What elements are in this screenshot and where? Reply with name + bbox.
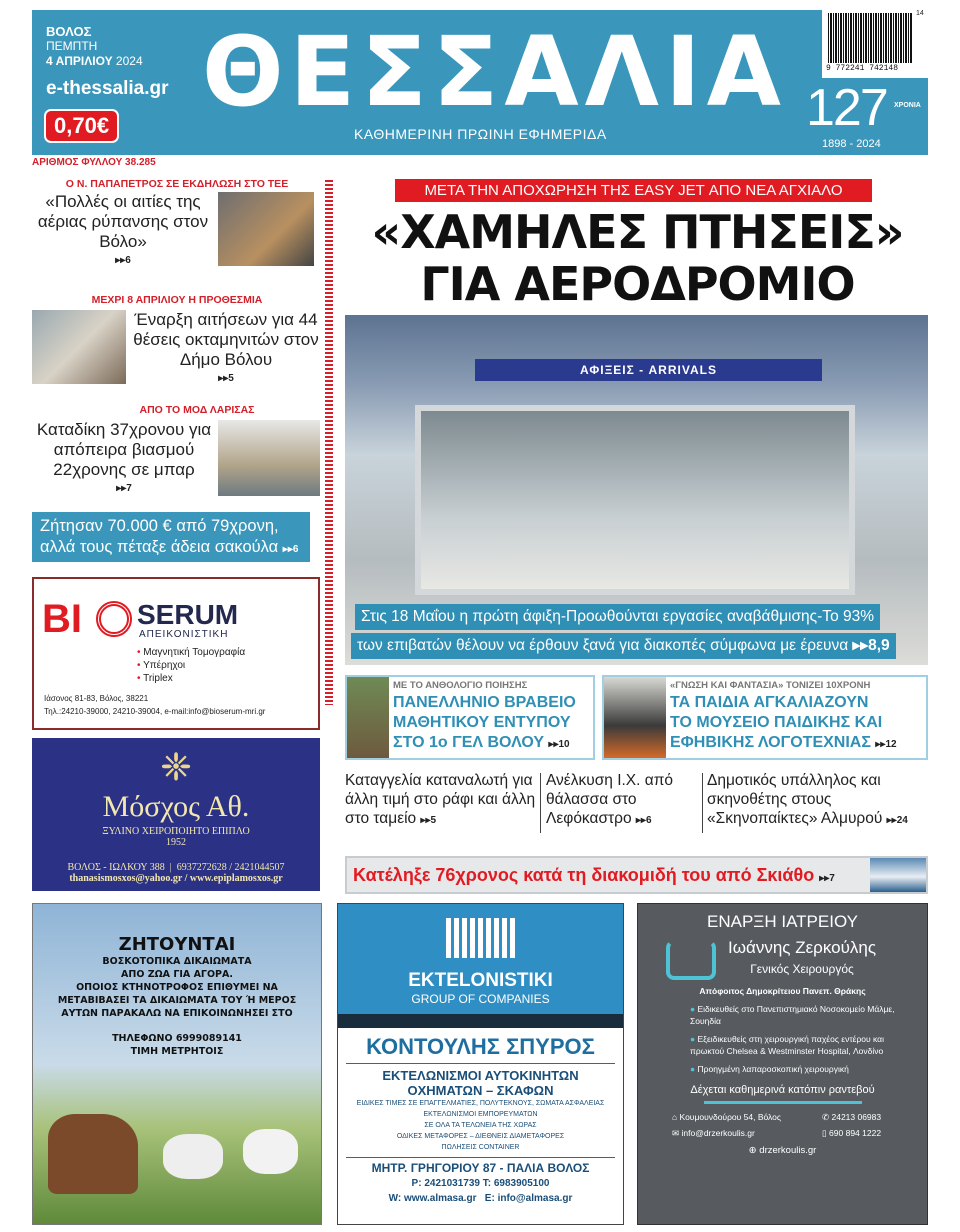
caption-line-1: Στις 18 Μαΐου η πρώτη άφιξη-Προωθούνται εργασίες αναβάθμισης-Το 93% <box>355 604 880 630</box>
story-body <box>32 192 214 266</box>
web: W: www.almasa.gr E: info@almasa.gr <box>388 1193 573 1204</box>
page-ref: ▸▸5 <box>420 815 437 826</box>
ornament-icon: ❈ <box>160 747 192 789</box>
service-item: • Μαγνητική Τομογραφία <box>137 647 246 658</box>
address: ⌂ Κουμουνδούρου 54, Βόλος <box>672 1111 782 1122</box>
story-photo <box>218 420 320 496</box>
caption-line-2: των επιβατών θέλουν να έρθουν ξανά για διακοπές σύμφωνα με έρευνα ▸▸8,9 <box>351 633 896 659</box>
detail: ΣΕ ΟΛΑ ΤΑ ΤΕΛΩΝΕΙΑ ΤΗΣ ΧΩΡΑΣ <box>424 1122 537 1129</box>
mosxos-since: 1952 <box>166 837 186 848</box>
ad-line: ΑΠΟ ΖΩΑ ΓΙΑ ΑΓΟΡΑ. <box>121 969 233 980</box>
story-text: Καταδίκη 37χρονου για απόπειρα βιασμού 22χρονης σε μπαρ <box>36 420 212 479</box>
page-ref: ▸▸24 <box>886 815 908 826</box>
detail: ΟΔΙΚΕΣ ΜΕΤΑΦΟΡΕΣ – ΔΙΕΘΝΕΙΣ ΔΙΑΜΕΤΑΦΟΡΕΣ <box>396 1133 565 1140</box>
ad-line: ΑΥΤΩΝ ΠΑΡΑΚΑΛΩ ΝΑ ΕΠΙΚΟΙΝΩΝΗΣΕΙ ΣΤΟ <box>61 1008 293 1019</box>
detail: ΠΩΛΗΣΕΙΣ CONTAINER <box>441 1144 520 1151</box>
zerkoulis-ad[interactable] <box>637 903 928 1225</box>
story-text: «Πολλές οι αιτίες της αέριας ρύπανσης στον Βόλο» <box>37 192 209 251</box>
divider <box>540 773 541 833</box>
home-icon: ⌂ <box>672 1111 680 1122</box>
grazing-rights-ad[interactable] <box>32 903 322 1225</box>
barcode-issue: 14 <box>916 10 924 17</box>
arrivals-sign: ΑΦΙΞΕΙΣ - ARRIVALS <box>475 359 822 381</box>
bullet-item: ● Προηγμένη λαπαροσκοπική χειρουργική <box>690 1064 849 1074</box>
graduate: Απόφοιτος Δημοκρίτειου Πανεπ. Θράκης <box>699 986 866 996</box>
service-item: • Υπέρηχοι <box>137 660 186 671</box>
price-badge: 0,70€ <box>44 109 119 143</box>
left-story-3[interactable] <box>32 404 322 510</box>
phones: P: 2421031739 T: 6983905100 <box>411 1178 550 1189</box>
phone: ✆ 24213 06983 <box>822 1111 882 1122</box>
divider <box>702 773 703 833</box>
ad-title: ΖΗΤΟΥΝΤΑΙ <box>118 934 236 955</box>
website-link[interactable]: e-thessalia.gr <box>46 78 169 99</box>
mosxos-address: ΒΟΛΟΣ - ΙΩΛΚΟΥ 388 | 6937272628 / 2421044507 <box>67 862 285 873</box>
story-text: Ζήτησαν 70.000 € από 79χρονη, αλλά τους πέταξε άδεια σακούλα <box>40 517 279 556</box>
mosxos-name: Μόσχος Αθ. <box>102 790 250 823</box>
specialty: Γενικός Χειρουργός <box>750 962 854 976</box>
owner-name: ΚΟΝΤΟΥΛΗΣ ΣΠΥΡΟΣ <box>346 1034 615 1064</box>
divider <box>704 1101 862 1104</box>
mosxos-web: thanasismosxos@yahoo.gr / www.epiplamosxos.gr <box>69 873 283 884</box>
glass-doors <box>415 405 855 595</box>
story-kicker: ΜΕ ΤΟ ΑΝΘΟΛΟΓΙΟ ΠΟΙΗΣΗΣ <box>393 680 528 691</box>
headline-line-1: «ΧΑΜΗΛΕΣ ΠΤΗΣΕΙΣ» <box>371 205 904 259</box>
story-kicker: ΜΕΧΡΙ 8 ΑΠΡΙΛΙΟΥ Η ΠΡΟΘΕΣΜΙΑ <box>91 294 263 306</box>
newspaper-logo: ΘΕΣΣΑΛΙΑ <box>202 16 787 128</box>
bioserum-subtitle: ΑΠΕΙΚΟΝΙΣΤΙΚΗ <box>139 629 229 640</box>
doctor-name: Ιωάννης Ζερκούλης <box>728 938 877 957</box>
brand: EKTELONISTIKI <box>408 970 553 991</box>
story-body <box>32 420 216 494</box>
blue-story[interactable] <box>32 512 310 562</box>
mosxos-ad[interactable] <box>32 738 320 891</box>
doctor-header <box>648 938 917 980</box>
feature-box-museum[interactable] <box>602 675 928 760</box>
service: ΕΚΤΕΛΩΝΙΣΜΟΙ ΑΥΤΟΚΙΝΗΤΩΝ <box>382 1068 579 1083</box>
left-story-1[interactable] <box>32 178 322 288</box>
page-ref: ▸▸5 <box>218 373 234 384</box>
tagline: ΚΑΘΗΜΕΡΙΝΗ ΠΡΩΙΝΗ ΕΦΗΜΕΡΙΔΑ <box>354 126 607 142</box>
ad-price: ΤΙΜΗ ΜΕΤΡΗΤΟΙΣ <box>130 1046 224 1057</box>
story-photo <box>32 310 126 384</box>
sheep-image <box>163 1134 223 1179</box>
phone-icon: ✆ <box>822 1111 832 1122</box>
barcode-bars <box>828 13 912 63</box>
page-ref: ▸▸6 <box>635 815 652 826</box>
city: ΒΟΛΟΣ <box>46 24 92 39</box>
mobile-icon: ▯ <box>822 1127 830 1138</box>
website[interactable]: ⊕ drzerkoulis.gr <box>748 1144 817 1156</box>
date: 4 ΑΠΡΙΛΙΟΥ <box>46 54 113 68</box>
anniversary-label: ΧΡΟΝΙΑ <box>894 102 921 109</box>
brief-1[interactable]: Καταγγελία καταναλωτή για άλλη τιμή στο ράφι και άλλη στο ταμείο ▸▸5 <box>345 772 536 827</box>
ektelonistiki-ad[interactable] <box>337 903 624 1225</box>
detail: ΕΙΔΙΚΕΣ ΤΙΜΕΣ ΣΕ ΕΠΑΓΓΕΛΜΑΤΙΕΣ, ΠΟΛΥΤΕΚΝΟΥΣ, ΣΩΜΑΤΑ ΑΣΦΑΛΕΙΑΣ <box>356 1100 605 1107</box>
story-kicker: ΑΠΟ ΤΟ ΜΟΔ ΛΑΡΙΣΑΣ <box>139 404 255 416</box>
bioserum-ad[interactable] <box>32 577 320 730</box>
service: ΟΧΗΜΑΤΩΝ – ΣΚΑΦΩΝ <box>407 1083 554 1098</box>
mobile: ▯ 690 894 1222 <box>822 1127 882 1138</box>
bioserum-logo-bi: BI <box>42 597 82 641</box>
decorative-stripe <box>325 180 333 705</box>
story-photo <box>347 677 389 758</box>
weekday: ΠΕΜΠΤΗ <box>46 39 98 53</box>
page-ref: ▸▸7 <box>116 483 132 494</box>
story-text: Έναρξη αιτήσεων για 44 θέσεις οκταμηνιτών στον Δήμο Βόλου <box>133 310 319 369</box>
service-item: • Triplex <box>137 673 173 684</box>
page-ref: ▸▸12 <box>875 739 897 750</box>
barcode-number: 9 772241 742148 <box>826 64 899 73</box>
ad-line: ΟΠΟΙΟΣ ΚΤΗΝΟΤΡΟΦΟΣ ΕΠΙΘΥΜΕΙ ΝΑ <box>76 982 278 993</box>
address: ΜΗΤΡ. ΓΡΗΓΟΡΙΟΥ 87 - ΠΑΛΙΑ ΒΟΛΟΣ <box>346 1157 615 1175</box>
story-headline: ΠΑΝΕΛΛΗΝΙΟ ΒΡΑΒΕΙΟ ΜΑΘΗΤΙΚΟΥ ΕΝΤΥΠΟΥ ΣΤΟ 1ο ΓΕΛ ΒΟΛΟΥ ▸▸10 <box>393 694 576 751</box>
story-text: Κατέληξε 76χρονος κατά τη διακομιδή του από Σκιάθο ▸▸7 <box>353 865 835 885</box>
contacts <box>672 1112 917 1139</box>
bullets <box>690 1004 900 1076</box>
edition-info <box>46 24 143 69</box>
anniversary-range: 1898 - 2024 <box>822 138 881 150</box>
sheep-image <box>243 1129 298 1174</box>
story-body <box>128 310 324 384</box>
brief-3[interactable]: Δημοτικός υπάλληλος και σκηνοθέτης στους «Σκηνοπαίκτες» Αλμυρού ▸▸24 <box>707 772 908 827</box>
story-kicker: «ΓΝΩΣΗ ΚΑΙ ΦΑΝΤΑΣΙΑ» ΤΟΝΙΖΕΙ 10ΧΡΟΝΗ <box>670 680 871 691</box>
main-headline[interactable] <box>340 206 935 310</box>
left-story-2[interactable] <box>32 294 322 404</box>
year: 2024 <box>115 54 143 68</box>
bullet-item: ● Εξειδικευθείς στη χειρουργική παχέος εντέρου και πρωκτού Chelsea & Westminster Hospital, Λονδίνο <box>690 1034 884 1056</box>
ad-title: ΕΝΑΡΞΗ ΙΑΤΡΕΙΟΥ <box>707 912 858 931</box>
divider <box>338 1014 623 1028</box>
email[interactable]: ✉ info@drzerkoulis.gr <box>672 1127 755 1138</box>
headline-line-2: ΓΙΑ ΑΕΡΟΔΡΟΜΙΟ <box>420 257 855 311</box>
airport-photo <box>345 315 928 665</box>
sheet-number: ΑΡΙΘΜΟΣ ΦΥΛΛΟΥ 38.285 <box>32 157 156 168</box>
story-kicker: Ο Ν. ΠΑΠΑΠΕΤΡΟΣ ΣΕ ΕΚΔΗΛΩΣΗ ΣΤΟ ΤΕΕ <box>65 178 289 190</box>
group: GROUP OF COMPANIES <box>411 992 550 1006</box>
page-ref: ▸▸8,9 <box>852 637 890 654</box>
mosxos-tagline: ΞΥΛΙΝΟ ΧΕΙΡΟΠΟΙΗΤΟ ΕΠΙΠΛΟ <box>102 826 250 837</box>
globe-icon: ⊕ <box>748 1144 760 1156</box>
cow-image <box>48 1114 138 1194</box>
barcode <box>822 10 928 78</box>
masthead <box>32 10 928 155</box>
detail: ΕΚΤΕΛΩΝΙΣΜΟΙ ΕΜΠΟΡΕΥΜΑΤΩΝ <box>423 1111 538 1118</box>
bioserum-contact: Τηλ.:24210-39000, 24210-39004, e-mail:info@bioserum-mri.gr <box>44 707 266 716</box>
story-photo <box>604 677 666 758</box>
feature-box-award[interactable] <box>345 675 595 760</box>
page-ref: ▸▸6 <box>115 255 131 266</box>
red-story[interactable] <box>345 856 928 894</box>
appointment: Δέχεται καθημερινά κατόπιν ραντεβού <box>690 1083 875 1096</box>
page-ref: ▸▸6 <box>282 544 299 555</box>
bullet-item: ● Ειδικευθείς στο Πανεπιστημιακό Νοσοκομείο Μάλμε, Σουηδία <box>690 1004 895 1026</box>
container-icon <box>446 918 516 958</box>
ad-phone: ΤΗΛΕΦΩΝΟ 6999089141 <box>112 1033 242 1044</box>
anniversary-number: 127 <box>806 79 887 137</box>
ektelonistiki-header <box>338 904 623 1014</box>
mri-icon <box>96 601 132 637</box>
services-list <box>137 646 245 685</box>
intestine-logo-icon <box>666 940 716 980</box>
ad-line: ΜΕΤΑΒΙΒΑΣΕΙ ΤΑ ΔΙΚΑΙΩΜΑΤΑ ΤΟΥ Ή ΜΕΡΟΣ <box>57 995 297 1006</box>
main-kicker: ΜΕΤΑ ΤΗΝ ΑΠΟΧΩΡΗΣΗ ΤΗΣ EASY JET ΑΠΟ ΝΕΑ ΑΓΧΙΑΛΟ <box>395 179 872 202</box>
boat-photo <box>870 858 926 892</box>
story-headline: ΤΑ ΠΑΙΔΙΑ ΑΓΚΑΛΙΑΖΟΥΝ ΤΟ ΜΟΥΣΕΙΟ ΠΑΙΔΙΚΗΣ ΚΑΙ ΕΦΗΒΙΚΗΣ ΛΟΓΟΤΕΧΝΙΑΣ ▸▸12 <box>670 694 897 751</box>
ad-line: ΒΟΣΚΟΤΟΠΙΚΑ ΔΙΚΑΙΩΜΑΤΑ <box>102 956 252 967</box>
page-ref: ▸▸10 <box>548 739 570 750</box>
bioserum-address: Ιάσονος 81-83, Βόλος, 38221 <box>44 694 149 703</box>
mail-icon: ✉ <box>672 1127 682 1138</box>
story-photo <box>218 192 314 266</box>
page-ref: ▸▸7 <box>819 873 835 884</box>
brief-2[interactable]: Ανέλκυση Ι.Χ. από θάλασσα στο Λεφόκαστρο ▸▸6 <box>546 772 674 827</box>
bioserum-logo-serum: SERUM <box>137 599 239 630</box>
